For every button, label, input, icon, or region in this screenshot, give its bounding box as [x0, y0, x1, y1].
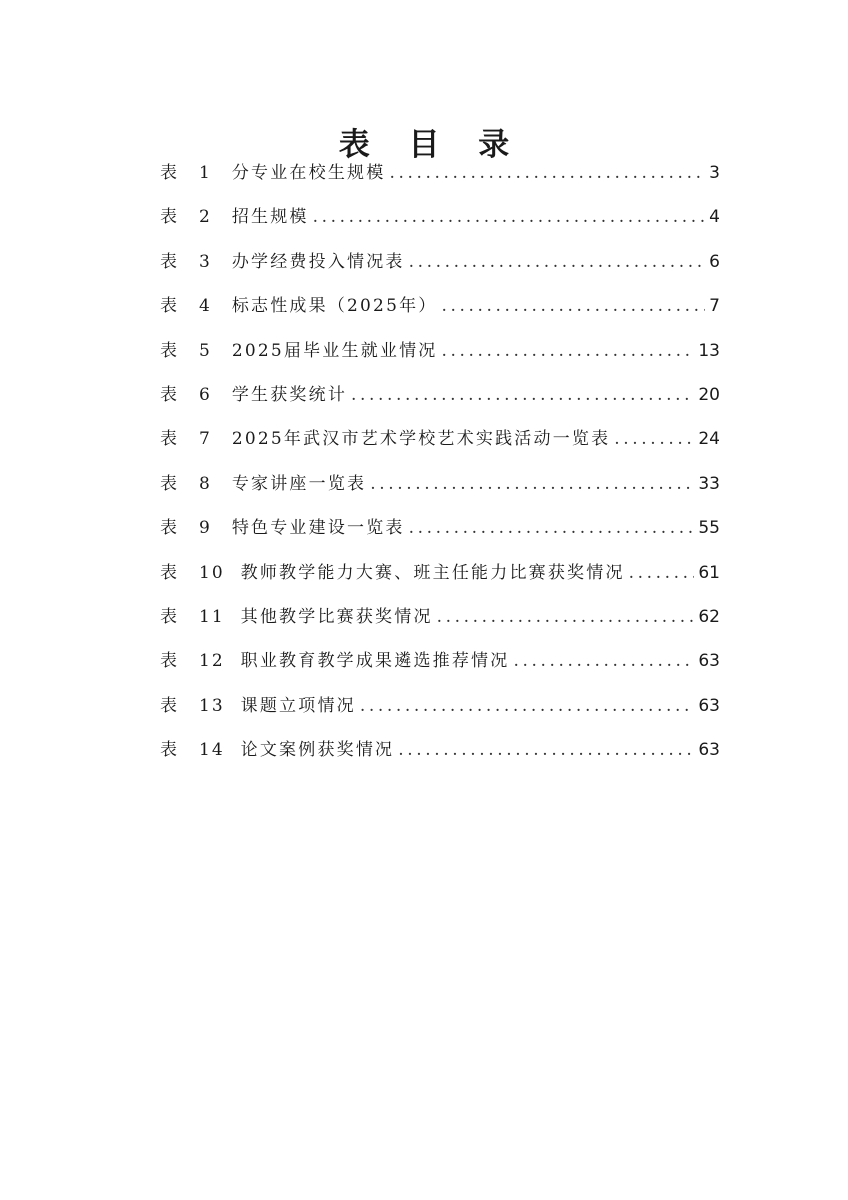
toc-entry-label: 表	[160, 518, 179, 539]
page-title: 表 目 录	[338, 126, 524, 163]
toc-entry-4[interactable]	[160, 284, 720, 328]
toc-entry-number: 6	[199, 384, 212, 405]
toc-entry-title: 课题立项情况	[240, 695, 356, 716]
toc-dot-leader	[313, 195, 706, 239]
toc-entry-title: 特色专业建设一览表	[231, 518, 405, 539]
toc-entry-12[interactable]	[160, 639, 720, 683]
toc-entry-title: 2025年武汉市艺术学校艺术实践活动一览表	[231, 429, 611, 450]
toc-entry-number: 12	[199, 651, 225, 672]
toc-entry-title: 2025届毕业生就业情况	[231, 340, 438, 361]
toc-entry-page: 3	[709, 163, 720, 183]
toc-entry-label: 表	[160, 473, 179, 494]
toc-entry-7[interactable]	[160, 417, 720, 461]
table-of-contents	[160, 151, 720, 772]
toc-entry-number: 13	[199, 695, 225, 716]
toc-entry-page: 13	[698, 340, 720, 361]
toc-entry-title: 标志性成果（2025年）	[231, 296, 438, 317]
toc-entry-page: 63	[698, 651, 720, 672]
toc-dot-leader	[409, 506, 695, 550]
toc-entry-page: 20	[698, 384, 720, 405]
toc-entry-page: 7	[709, 296, 720, 317]
toc-entry-page: 55	[698, 518, 720, 539]
toc-dot-leader	[629, 551, 695, 595]
toc-entry-11[interactable]	[160, 595, 720, 639]
toc-entry-2[interactable]	[160, 195, 720, 239]
toc-entry-number: 7	[199, 429, 212, 450]
toc-dot-leader	[409, 240, 706, 284]
toc-entry-number: 2	[199, 207, 212, 228]
toc-entry-1[interactable]	[160, 151, 720, 195]
toc-entry-label: 表	[160, 384, 179, 405]
toc-dot-leader	[370, 462, 694, 506]
toc-entry-number: 10	[199, 562, 225, 583]
toc-entry-label: 表	[160, 207, 179, 228]
toc-entry-number: 5	[199, 340, 212, 361]
toc-entry-page: 61	[698, 562, 720, 583]
toc-entry-title: 学生获奖统计	[231, 384, 348, 405]
toc-dot-leader	[442, 329, 695, 373]
toc-dot-leader	[614, 417, 694, 461]
toc-entry-title: 论文案例获奖情况	[240, 740, 395, 761]
toc-entry-number: 3	[199, 251, 212, 272]
toc-entry-label: 表	[160, 606, 179, 627]
toc-entry-label: 表	[160, 740, 179, 761]
toc-dot-leader	[398, 728, 694, 772]
toc-entry-label: 表	[160, 296, 179, 317]
toc-entry-number: 4	[199, 296, 212, 317]
toc-dot-leader	[442, 284, 706, 328]
toc-entry-10[interactable]	[160, 551, 720, 595]
toc-entry-page: 63	[698, 740, 720, 761]
toc-entry-page: 4	[709, 207, 720, 228]
toc-entry-title: 其他教学比赛获奖情况	[240, 606, 433, 627]
toc-dot-leader	[351, 373, 694, 417]
toc-entry-13[interactable]	[160, 684, 720, 728]
toc-entry-number: 9	[199, 518, 212, 539]
toc-entry-9[interactable]	[160, 506, 720, 550]
toc-entry-title: 职业教育教学成果遴选推荐情况	[240, 651, 510, 672]
toc-entry-number: 11	[199, 606, 225, 627]
toc-dot-leader	[513, 639, 694, 683]
toc-entry-label: 表	[160, 163, 179, 183]
toc-entry-label: 表	[160, 562, 179, 583]
toc-entry-6[interactable]	[160, 373, 720, 417]
toc-entry-title: 办学经费投入情况表	[231, 251, 405, 272]
toc-entry-label: 表	[160, 251, 179, 272]
toc-entry-3[interactable]	[160, 240, 720, 284]
toc-entry-8[interactable]	[160, 462, 720, 506]
toc-entry-page: 63	[698, 695, 720, 716]
toc-entry-title: 分专业在校生规模	[231, 163, 386, 183]
toc-entry-page: 24	[698, 429, 720, 450]
toc-entry-5[interactable]	[160, 329, 720, 373]
toc-dot-leader	[360, 684, 695, 728]
toc-entry-14[interactable]	[160, 728, 720, 772]
toc-entry-number: 14	[199, 740, 225, 761]
toc-dot-leader	[389, 151, 705, 195]
toc-entry-page: 33	[698, 473, 720, 494]
toc-dot-leader	[437, 595, 695, 639]
toc-entry-label: 表	[160, 340, 179, 361]
toc-entry-label: 表	[160, 651, 179, 672]
toc-entry-label: 表	[160, 429, 179, 450]
toc-entry-number: 8	[199, 473, 212, 494]
toc-entry-title: 教师教学能力大赛、班主任能力比赛获奖情况	[240, 562, 625, 583]
toc-entry-page: 62	[698, 606, 720, 627]
toc-entry-page: 6	[709, 251, 720, 272]
toc-entry-title: 招生规模	[231, 207, 309, 228]
toc-entry-title: 专家讲座一览表	[231, 473, 367, 494]
toc-entry-number: 1	[199, 163, 212, 183]
toc-entry-label: 表	[160, 695, 179, 716]
